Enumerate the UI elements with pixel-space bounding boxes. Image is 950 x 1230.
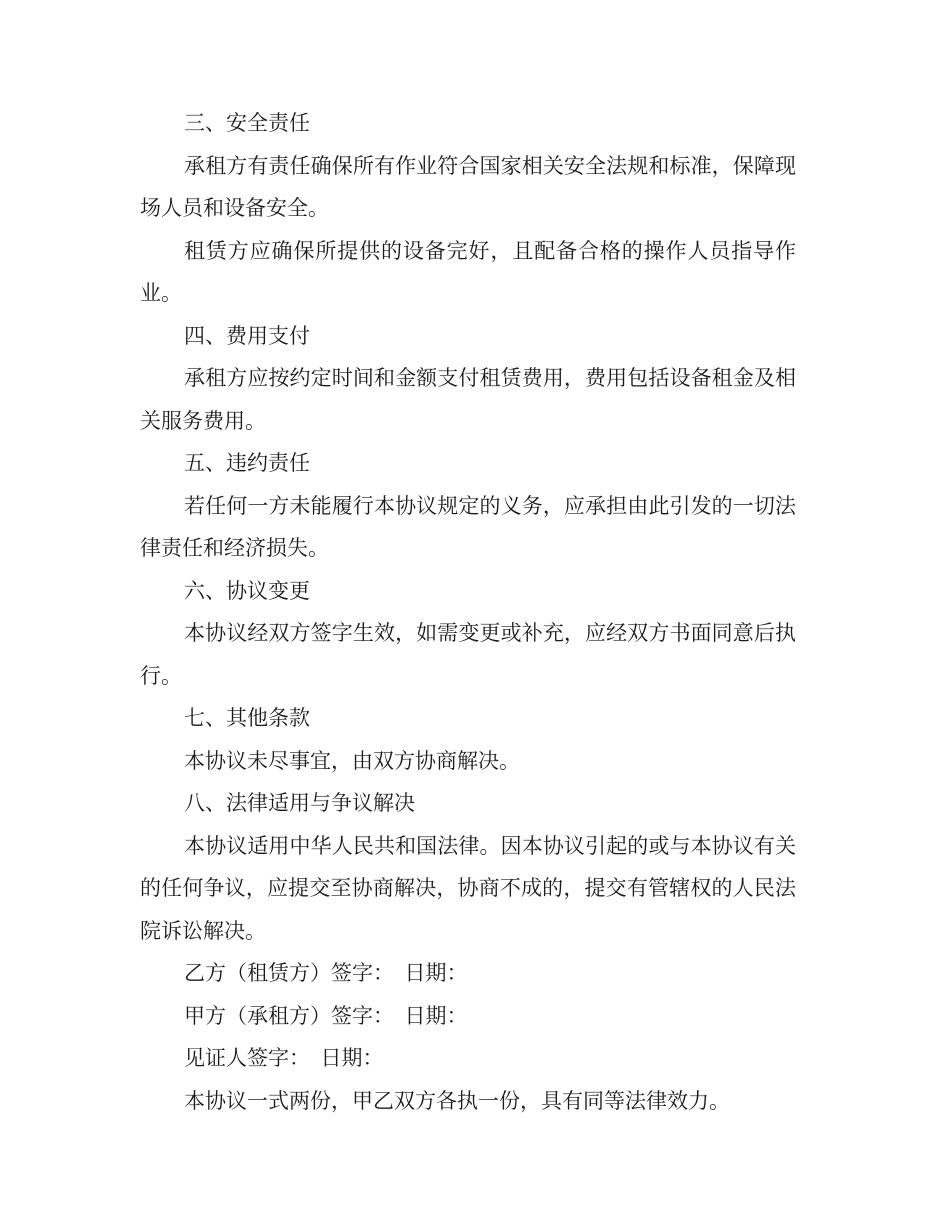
- paragraph-payment: 承租方应按约定时间和金额支付租赁费用，费用包括设备租金及相关服务费用。: [140, 366, 796, 433]
- document-page: [140, 102, 796, 1122]
- paragraph-other-terms: 本协议未尽事宜，由双方协商解决。: [184, 748, 520, 773]
- section-heading-other-terms: 七、其他条款: [184, 706, 310, 730]
- signature-line-witness: 见证人签字： 日期：: [184, 1046, 384, 1070]
- paragraph-lessor-equipment: 租赁方应确保所提供的设备完好，且配备合格的操作人员指导作业。: [140, 238, 796, 305]
- signature-line-lessee: 甲方（承租方）签字： 日期：: [184, 1003, 468, 1028]
- paragraph-breach: 若任何一方未能履行本协议规定的义务，应承担由此引发的一切法律责任和经济损失。: [140, 493, 796, 560]
- section-heading-safety: 三、安全责任: [184, 111, 310, 135]
- paragraph-amendment: 本协议经双方签字生效，如需变更或补充，应经双方书面同意后执行。: [140, 621, 796, 688]
- section-heading-payment: 四、费用支付: [184, 323, 310, 348]
- paragraph-governing-law: 本协议适用中华人民共和国法律。因本协议引起的或与本协议有关的任何争议，应提交至协商解决，协商不成的，提交有管辖权的人民法院诉讼解决。: [140, 833, 796, 943]
- signature-line-lessor: 乙方（租赁方）签字： 日期：: [184, 961, 468, 985]
- section-heading-governing-law: 八、法律适用与争议解决: [184, 791, 415, 815]
- section-heading-breach: 五、违约责任: [184, 451, 310, 475]
- section-heading-amendment: 六、协议变更: [184, 578, 310, 603]
- paragraph-lessee-safety: 承租方有责任确保所有作业符合国家相关安全法规和标准，保障现场人员和设备安全。: [140, 153, 796, 220]
- paragraph-copies: 本协议一式两份，甲乙双方各执一份，具有同等法律效力。: [184, 1088, 730, 1113]
